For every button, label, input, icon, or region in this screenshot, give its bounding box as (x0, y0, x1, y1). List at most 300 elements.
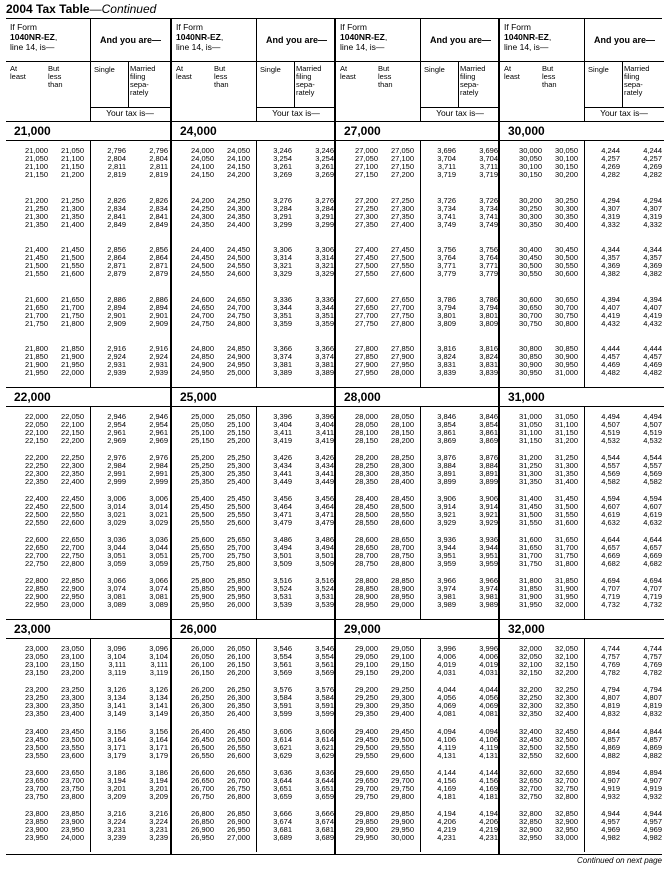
less-than-value: 28,700 (391, 543, 414, 552)
single-tax: 3,996 (437, 644, 456, 653)
less-than-value: 25,650 (227, 535, 250, 544)
less-than-value: 29,150 (391, 660, 414, 669)
married-tax: 3,089 (149, 600, 168, 609)
single-tax: 3,411 (273, 428, 292, 437)
married-tax: 4,632 (643, 518, 662, 527)
less-than-value: 21,600 (61, 269, 84, 278)
income-block (336, 387, 500, 619)
married-tax: 3,636 (315, 767, 334, 777)
married-tax: 3,494 (315, 543, 334, 552)
married-tax: 4,357 (643, 253, 662, 262)
at-least-value: 30,350 (519, 219, 542, 229)
at-least-value: 32,800 (519, 809, 542, 818)
at-least-value: 22,600 (25, 535, 48, 544)
married-tax: 3,299 (315, 219, 334, 229)
married-tax: 3,486 (315, 535, 334, 544)
less-than-value: 27,850 (391, 344, 414, 353)
at-least-value: 28,250 (355, 461, 378, 470)
less-than-value: 30,650 (555, 294, 578, 304)
single-tax: 2,804 (107, 154, 126, 163)
less-than-value: 26,900 (227, 817, 250, 826)
less-than-value: 30,450 (555, 245, 578, 254)
single-tax: 2,991 (107, 469, 126, 478)
married-tax: 4,031 (479, 668, 498, 677)
single-tax: 3,209 (107, 791, 126, 801)
at-least-value: 26,750 (191, 791, 214, 801)
at-least-value: 28,100 (355, 428, 378, 437)
single-tax: 3,104 (107, 652, 126, 661)
at-least-value: 26,400 (191, 726, 214, 736)
married-tax: 3,284 (315, 203, 334, 213)
at-least-value: 26,550 (191, 750, 214, 760)
married-tax: 3,314 (315, 253, 334, 262)
married-tax: 4,144 (479, 767, 498, 777)
at-least-value: 30,550 (519, 269, 542, 278)
married-tax: 4,044 (479, 685, 498, 695)
at-least-value: 24,850 (191, 352, 214, 361)
single-tax: 4,181 (437, 791, 456, 801)
less-than-value: 25,250 (227, 453, 250, 462)
less-than-value: 31,100 (555, 420, 578, 429)
at-least-value: 21,400 (25, 245, 48, 254)
single-tax: 3,381 (273, 360, 292, 369)
less-than-value: 28,300 (391, 461, 414, 470)
column-header (336, 19, 500, 62)
table-column (170, 19, 336, 854)
single-tax: 3,914 (437, 502, 456, 511)
single-tax: 4,782 (601, 668, 620, 677)
less-than-value: 22,150 (61, 428, 84, 437)
less-than-value: 22,850 (61, 576, 84, 585)
single-tax: 3,254 (273, 154, 292, 163)
single-tax: 2,961 (107, 428, 126, 437)
less-than-value: 23,250 (61, 685, 84, 695)
single-tax: 3,336 (273, 294, 292, 304)
single-tax: 4,244 (601, 146, 620, 155)
at-least-value: 32,100 (519, 660, 542, 669)
single-tax: 3,921 (437, 510, 456, 519)
married-tax: 3,779 (479, 269, 498, 278)
less-than-value: 31,800 (555, 559, 578, 568)
single-tax: 4,006 (437, 652, 456, 661)
table-row (500, 171, 664, 179)
less-than-value: 25,900 (227, 584, 250, 593)
less-than-value: 32,600 (555, 750, 578, 760)
at-least-value: 31,550 (519, 518, 542, 527)
less-than-value: 26,800 (227, 791, 250, 801)
table-row (6, 519, 170, 527)
less-than-value: 29,100 (391, 652, 414, 661)
at-least-value: 24,300 (191, 211, 214, 221)
income-block (500, 121, 664, 387)
at-least-value: 21,350 (25, 219, 48, 229)
less-than-value: 22,500 (61, 502, 84, 511)
single-tax: 4,969 (601, 825, 620, 834)
married-tax: 4,231 (479, 833, 498, 842)
married-tax: 3,674 (315, 817, 334, 826)
at-least-value: 28,200 (355, 453, 378, 462)
single-tax: 3,576 (273, 685, 292, 695)
at-least-value: 21,200 (25, 195, 48, 205)
married-tax: 3,119 (149, 668, 168, 677)
single-tax: 3,426 (273, 453, 292, 462)
married-tax: 3,734 (479, 203, 498, 213)
married-tax: 3,066 (149, 576, 168, 585)
at-least-value: 24,350 (191, 219, 214, 229)
column-subheader (172, 61, 336, 122)
single-tax: 3,719 (437, 170, 456, 179)
single-tax: 3,936 (437, 535, 456, 544)
less-than-value: 21,250 (61, 195, 84, 205)
single-tax: 3,036 (107, 535, 126, 544)
married-tax: 3,554 (315, 652, 334, 661)
single-tax: 3,756 (437, 245, 456, 254)
single-tax: 3,029 (107, 518, 126, 527)
less-than-value: 31,550 (555, 510, 578, 519)
single-tax: 4,119 (437, 742, 456, 752)
at-least-value: 25,700 (191, 551, 214, 560)
less-than-value: 21,450 (61, 245, 84, 254)
less-than-value: 25,300 (227, 461, 250, 470)
at-least-value: 30,050 (519, 154, 542, 163)
single-tax: 3,786 (437, 294, 456, 304)
at-least-value: 24,750 (191, 318, 214, 328)
table-row (336, 437, 500, 445)
less-than-value: 29,550 (391, 742, 414, 752)
married-tax: 4,094 (479, 726, 498, 736)
married-tax: 3,411 (315, 428, 334, 437)
single-tax: 3,306 (273, 245, 292, 254)
less-than-value: 25,050 (227, 412, 250, 421)
single-tax: 3,299 (273, 219, 292, 229)
single-tax: 3,351 (273, 310, 292, 320)
single-tax: 3,959 (437, 559, 456, 568)
single-tax: 4,194 (437, 809, 456, 818)
if-form-label: If Form 1040NR-EZ, line 14, is— (176, 22, 224, 52)
at-least-value: 29,300 (355, 701, 378, 711)
block-heading: 28,000 (336, 387, 500, 407)
at-least-value: 22,250 (25, 461, 48, 470)
at-least-value: 32,150 (519, 668, 542, 677)
married-tax: 3,014 (149, 502, 168, 511)
at-least-value: 32,500 (519, 742, 542, 752)
at-least-value: 23,700 (25, 783, 48, 793)
less-than-value: 26,300 (227, 693, 250, 703)
married-tax: 2,819 (149, 170, 168, 179)
at-least-value: 24,200 (191, 195, 214, 205)
block-heading: 29,000 (336, 619, 500, 639)
single-tax: 3,726 (437, 195, 456, 205)
at-least-value: 27,150 (355, 170, 378, 179)
your-tax-is-label: Your tax is— (106, 108, 154, 118)
table-row (6, 752, 170, 760)
less-than-value: 27,800 (391, 318, 414, 328)
at-least-value: 29,500 (355, 742, 378, 752)
single-tax: 4,582 (601, 477, 620, 486)
married-tax: 3,921 (479, 510, 498, 519)
and-you-are-label: And you are— (584, 19, 664, 61)
at-least-value: 21,700 (25, 310, 48, 320)
married-tax: 3,149 (149, 709, 168, 719)
married-tax: 4,619 (643, 510, 662, 519)
married-tax: 4,707 (643, 584, 662, 593)
at-least-value: 25,050 (191, 420, 214, 429)
married-tax: 3,756 (479, 245, 498, 254)
at-least-value: 32,200 (519, 685, 542, 695)
at-least-value: 24,550 (191, 269, 214, 278)
single-tax: 3,891 (437, 469, 456, 478)
single-tax: 4,732 (601, 600, 620, 609)
at-least-value: 22,650 (25, 543, 48, 552)
at-least-value: 22,750 (25, 559, 48, 568)
less-than-value: 24,600 (227, 269, 250, 278)
single-tax: 2,871 (107, 261, 126, 270)
at-least-value: 32,550 (519, 750, 542, 760)
less-than-value: 23,100 (61, 652, 84, 661)
at-least-value: 28,300 (355, 469, 378, 478)
single-tax: 3,974 (437, 584, 456, 593)
less-than-value: 32,850 (555, 809, 578, 818)
less-than-value: 26,500 (227, 734, 250, 744)
single-tax: 2,999 (107, 477, 126, 486)
at-least-value: 28,400 (355, 494, 378, 503)
single-tax: 3,059 (107, 559, 126, 568)
single-tax: 3,464 (273, 502, 292, 511)
at-least-value: 29,150 (355, 668, 378, 677)
at-least-value: 25,400 (191, 494, 214, 503)
single-tax: 3,044 (107, 543, 126, 552)
at-least-value: 32,450 (519, 734, 542, 744)
at-least-value: 27,650 (355, 302, 378, 312)
block-heading: 27,000 (336, 121, 500, 141)
married-tax: 3,884 (479, 461, 498, 470)
married-tax: 4,194 (479, 809, 498, 818)
single-tax: 3,764 (437, 253, 456, 262)
single-tax: 2,849 (107, 219, 126, 229)
married-tax: 3,291 (315, 211, 334, 221)
less-than-value: 29,400 (391, 709, 414, 719)
at-least-value: 32,900 (519, 825, 542, 834)
less-than-value: 32,650 (555, 767, 578, 777)
less-than-value: 26,050 (227, 644, 250, 653)
at-least-value: 30,850 (519, 352, 542, 361)
at-least-value: 26,600 (191, 767, 214, 777)
and-you-are-label: And you are— (256, 19, 336, 61)
married-tax: 3,246 (315, 146, 334, 155)
at-least-value: 22,150 (25, 436, 48, 445)
at-least-value: 21,250 (25, 203, 48, 213)
less-than-value: 28,950 (391, 592, 414, 601)
less-than-value: 28,750 (391, 551, 414, 560)
single-tax: 4,332 (601, 219, 620, 229)
single-tax: 3,644 (273, 775, 292, 785)
table-row (172, 221, 336, 229)
less-than-value: 22,750 (61, 551, 84, 560)
married-tax: 2,796 (149, 146, 168, 155)
married-tax: 4,507 (643, 420, 662, 429)
married-tax: 3,831 (479, 360, 498, 369)
married-tax: 4,732 (643, 600, 662, 609)
married-tax: 4,257 (643, 154, 662, 163)
married-tax: 4,782 (643, 668, 662, 677)
single-tax: 4,769 (601, 660, 620, 669)
married-tax: 3,659 (315, 791, 334, 801)
less-than-value: 23,050 (61, 644, 84, 653)
at-least-value: 29,900 (355, 825, 378, 834)
married-tax: 3,096 (149, 644, 168, 653)
single-tax: 4,319 (601, 211, 620, 221)
but-less-than-label: But less than (378, 64, 393, 89)
at-least-value: 27,350 (355, 219, 378, 229)
single-tax: 4,519 (601, 428, 620, 437)
single-tax: 2,984 (107, 461, 126, 470)
table-row (500, 369, 664, 377)
table-row (500, 519, 664, 527)
married-tax: 4,682 (643, 559, 662, 568)
married-tax: 2,999 (149, 477, 168, 486)
at-least-value: 31,450 (519, 502, 542, 511)
at-least-value: 27,400 (355, 245, 378, 254)
married-tax: 3,786 (479, 294, 498, 304)
less-than-value: 27,950 (391, 360, 414, 369)
table-row (500, 834, 664, 842)
single-tax: 3,531 (273, 592, 292, 601)
married-tax: 3,876 (479, 453, 498, 462)
table-row (336, 478, 500, 486)
less-than-value: 26,650 (227, 767, 250, 777)
married-tax: 3,996 (479, 644, 498, 653)
less-than-value: 24,700 (227, 302, 250, 312)
at-least-value: 28,900 (355, 592, 378, 601)
married-tax: 3,539 (315, 600, 334, 609)
single-tax: 3,089 (107, 600, 126, 609)
at-least-value: 25,000 (191, 412, 214, 421)
married-tax: 4,532 (643, 436, 662, 445)
less-than-value: 33,000 (555, 833, 578, 842)
less-than-value: 24,850 (227, 344, 250, 353)
married-tax: 3,456 (315, 494, 334, 503)
at-least-value: 21,850 (25, 352, 48, 361)
married-tax: 2,976 (149, 453, 168, 462)
less-than-value: 24,750 (227, 310, 250, 320)
less-than-value: 30,300 (555, 203, 578, 213)
at-least-value: 23,350 (25, 709, 48, 719)
table-row (336, 320, 500, 328)
married-tax: 4,519 (643, 428, 662, 437)
table-column (334, 19, 500, 854)
single-tax: 3,194 (107, 775, 126, 785)
less-than-value: 23,200 (61, 668, 84, 677)
married-tax: 4,181 (479, 791, 498, 801)
single-label: Single (94, 65, 115, 74)
income-block (172, 387, 336, 619)
table-row (6, 669, 170, 677)
less-than-value: 26,750 (227, 783, 250, 793)
at-least-value: 25,550 (191, 518, 214, 527)
single-tax: 4,532 (601, 436, 620, 445)
at-least-value: 28,950 (355, 600, 378, 609)
married-tax: 3,374 (315, 352, 334, 361)
single-tax: 3,599 (273, 709, 292, 719)
less-than-value: 27,000 (227, 833, 250, 842)
single-tax: 4,507 (601, 420, 620, 429)
at-least-value: 21,000 (25, 146, 48, 155)
single-tax: 2,819 (107, 170, 126, 179)
married-tax: 3,194 (149, 775, 168, 785)
single-tax: 3,839 (437, 368, 456, 377)
single-tax: 4,444 (601, 344, 620, 353)
at-least-value: 23,600 (25, 767, 48, 777)
single-tax: 2,976 (107, 453, 126, 462)
at-least-value: 29,750 (355, 791, 378, 801)
married-tax: 2,924 (149, 352, 168, 361)
single-tax: 4,044 (437, 685, 456, 695)
single-tax: 2,834 (107, 203, 126, 213)
table-row (500, 560, 664, 568)
at-least-value: 28,600 (355, 535, 378, 544)
married-tax: 3,816 (479, 344, 498, 353)
single-tax: 4,081 (437, 709, 456, 719)
continued-note: Continued on next page (577, 856, 662, 865)
at-least-value: 26,350 (191, 709, 214, 719)
single-tax: 3,021 (107, 510, 126, 519)
at-least-value: 31,800 (519, 576, 542, 585)
at-least-value: 31,900 (519, 592, 542, 601)
less-than-value: 27,300 (391, 203, 414, 213)
and-you-are-label: And you are— (90, 19, 170, 61)
single-tax: 3,404 (273, 420, 292, 429)
at-least-value: 31,300 (519, 469, 542, 478)
at-least-value: 21,950 (25, 368, 48, 377)
single-tax: 4,719 (601, 592, 620, 601)
single-tax: 2,901 (107, 310, 126, 320)
less-than-value: 30,550 (555, 261, 578, 270)
single-tax: 3,651 (273, 783, 292, 793)
less-than-value: 23,600 (61, 750, 84, 760)
married-tax: 4,557 (643, 461, 662, 470)
married-tax: 4,844 (643, 726, 662, 736)
single-tax: 3,884 (437, 461, 456, 470)
at-least-value: 29,450 (355, 734, 378, 744)
table-row (6, 270, 170, 278)
married-tax: 3,029 (149, 518, 168, 527)
table-row (6, 793, 170, 801)
if-form-label: If Form 1040NR-EZ, line 14, is— (10, 22, 58, 52)
less-than-value: 22,100 (61, 420, 84, 429)
less-than-value: 26,450 (227, 726, 250, 736)
married-tax: 3,126 (149, 685, 168, 695)
table-row (336, 369, 500, 377)
less-than-value: 24,000 (61, 833, 84, 842)
at-least-value: 30,800 (519, 344, 542, 353)
income-block (500, 387, 664, 619)
at-least-value: 22,500 (25, 510, 48, 519)
single-tax: 3,944 (437, 543, 456, 552)
married-tax: 3,509 (315, 559, 334, 568)
at-least-value: 30,700 (519, 310, 542, 320)
at-least-value: 29,000 (355, 644, 378, 653)
block-heading: 21,000 (6, 121, 170, 141)
single-tax: 2,826 (107, 195, 126, 205)
block-heading: 32,000 (500, 619, 664, 639)
married-tax: 3,359 (315, 318, 334, 328)
married-tax: 4,444 (643, 344, 662, 353)
married-tax: 4,019 (479, 660, 498, 669)
less-than-value: 23,950 (61, 825, 84, 834)
at-least-value: 29,550 (355, 750, 378, 760)
at-least-value: 29,250 (355, 693, 378, 703)
single-tax: 3,614 (273, 734, 292, 744)
